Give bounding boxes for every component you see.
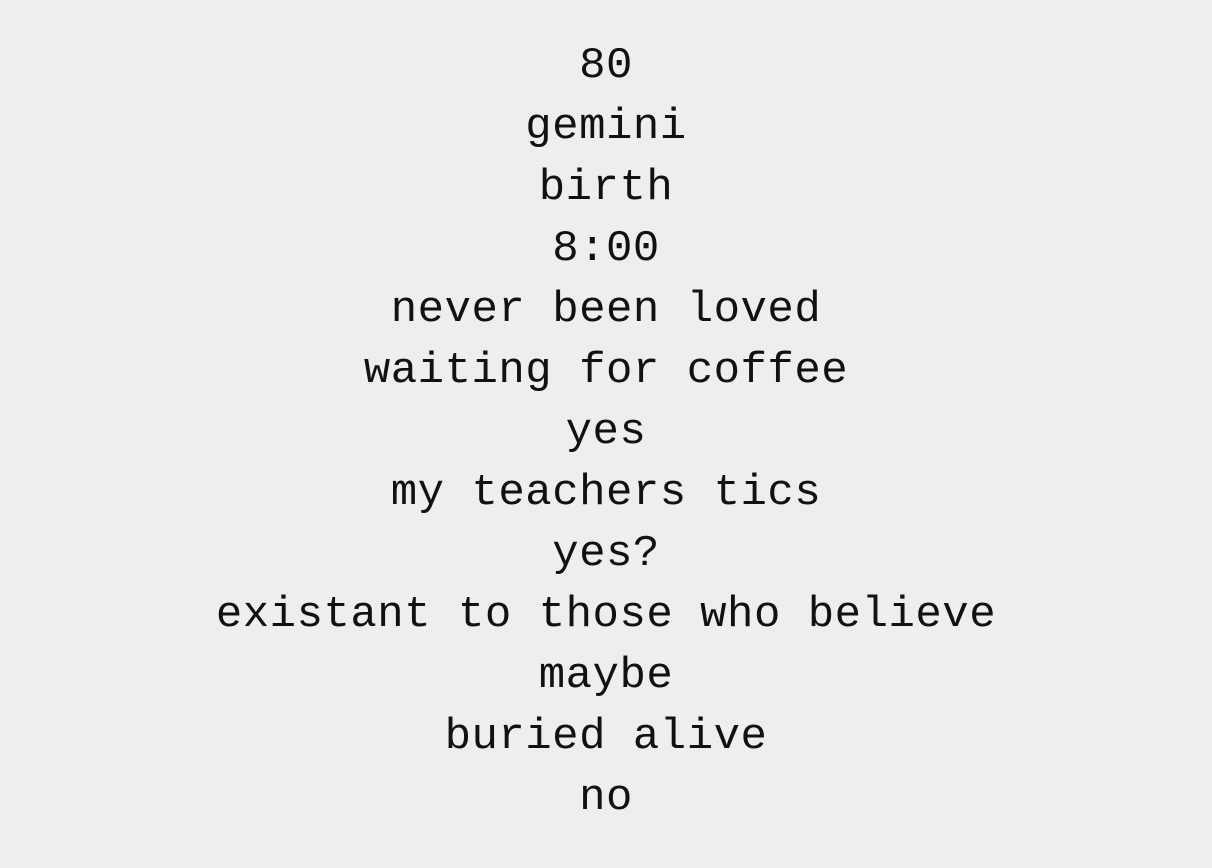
text-line: never been loved — [390, 285, 822, 335]
text-line: existant to those who believe — [215, 590, 997, 640]
text-line: maybe — [538, 651, 674, 701]
text-line: gemini — [525, 102, 687, 152]
text-line: no — [579, 773, 633, 823]
text-line: yes? — [552, 529, 660, 579]
text-line: yes — [565, 407, 647, 457]
text-line: my teachers tics — [390, 468, 822, 518]
text-line: birth — [538, 163, 674, 213]
text-line: waiting for coffee — [363, 346, 849, 396]
text-line: 8:00 — [552, 224, 660, 274]
text-line: buried alive — [444, 712, 768, 762]
text-block — [0, 36, 1212, 829]
text-line: 80 — [579, 41, 633, 91]
